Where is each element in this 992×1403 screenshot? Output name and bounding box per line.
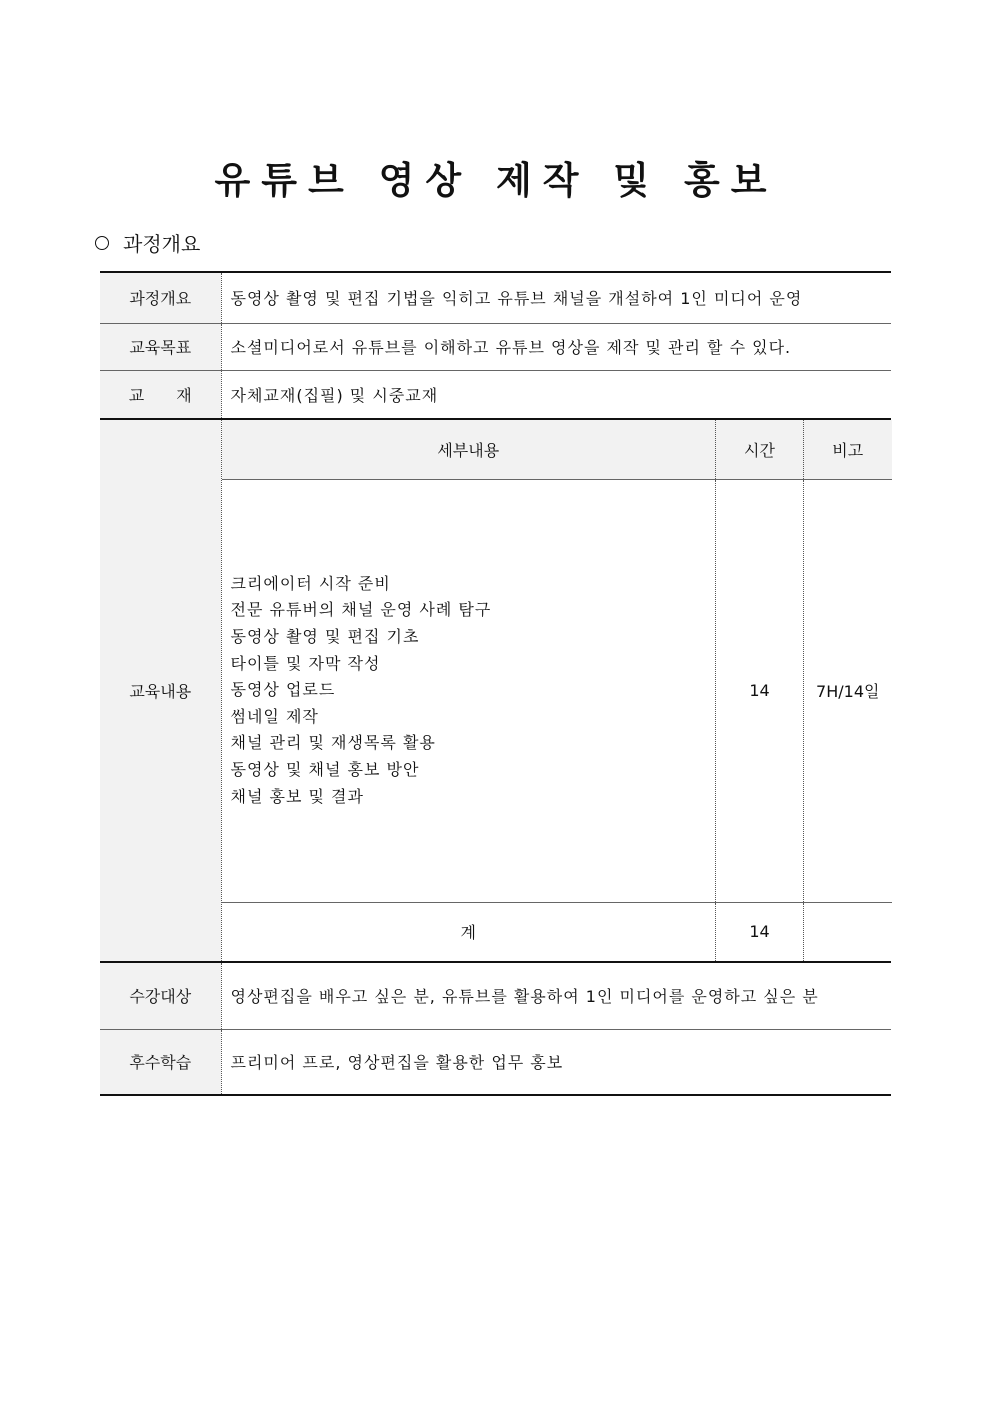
total-label: 계 (222, 902, 716, 961)
content-total-row (222, 902, 892, 961)
row-goal (100, 323, 891, 370)
section-heading (95, 228, 200, 257)
content-item-list (222, 479, 716, 902)
content-subtable (222, 420, 892, 961)
row-content (100, 419, 891, 962)
list-item: 타이틀 및 자막 작성 (230, 653, 381, 673)
label-content: 교육내용 (100, 419, 221, 962)
label-textbook: 교 재 (100, 370, 221, 419)
list-item: 채널 관리 및 재생목록 활용 (230, 733, 436, 753)
col-time-header: 시간 (716, 420, 804, 479)
value-target: 영상편집을 배우고 싶은 분, 유튜브를 활용하여 1인 미디어를 운영하고 싶은 분 (221, 962, 891, 1029)
col-note-header: 비고 (804, 420, 892, 479)
content-note: 7H/14일 (804, 479, 892, 902)
total-note (804, 902, 892, 961)
value-overview: 동영상 촬영 및 편집 기법을 익히고 유튜브 채널을 개설하여 1인 미디어 운영 (221, 272, 891, 323)
col-detail-header: 세부내용 (222, 420, 716, 479)
row-target (100, 962, 891, 1029)
content-header-row (222, 420, 892, 479)
value-textbook: 자체교재(집필) 및 시중교재 (221, 370, 891, 419)
row-textbook (100, 370, 891, 419)
section-heading-text: 과정개요 (123, 232, 201, 256)
row-overview (100, 272, 891, 323)
content-time: 14 (716, 479, 804, 902)
value-goal: 소셜미디어로서 유튜브를 이해하고 유튜브 영상을 제작 및 관리 할 수 있다. (221, 323, 891, 370)
total-time: 14 (716, 902, 804, 961)
list-item: 동영상 촬영 및 편집 기초 (230, 627, 420, 647)
list-item: 동영상 및 채널 홍보 방안 (230, 759, 420, 779)
list-item: 채널 홍보 및 결과 (230, 786, 364, 806)
row-followup (100, 1029, 891, 1095)
list-item: 동영상 업로드 (230, 680, 336, 700)
list-item: 전문 유튜버의 채널 운영 사례 탐구 (230, 600, 492, 620)
content-body-row (222, 479, 892, 902)
label-overview: 과정개요 (100, 272, 221, 323)
page-title: 유튜브 영상 제작 및 홍보 (214, 159, 778, 202)
label-goal: 교육목표 (100, 323, 221, 370)
label-followup: 후수학습 (100, 1029, 221, 1095)
value-followup: 프리미어 프로, 영상편집을 활용한 업무 홍보 (221, 1029, 891, 1095)
list-item: 썸네일 제작 (230, 706, 319, 726)
circle-bullet-icon (95, 236, 109, 250)
label-target: 수강대상 (100, 962, 221, 1029)
list-item: 크리에이터 시작 준비 (230, 573, 391, 593)
course-overview-table (100, 271, 891, 1096)
